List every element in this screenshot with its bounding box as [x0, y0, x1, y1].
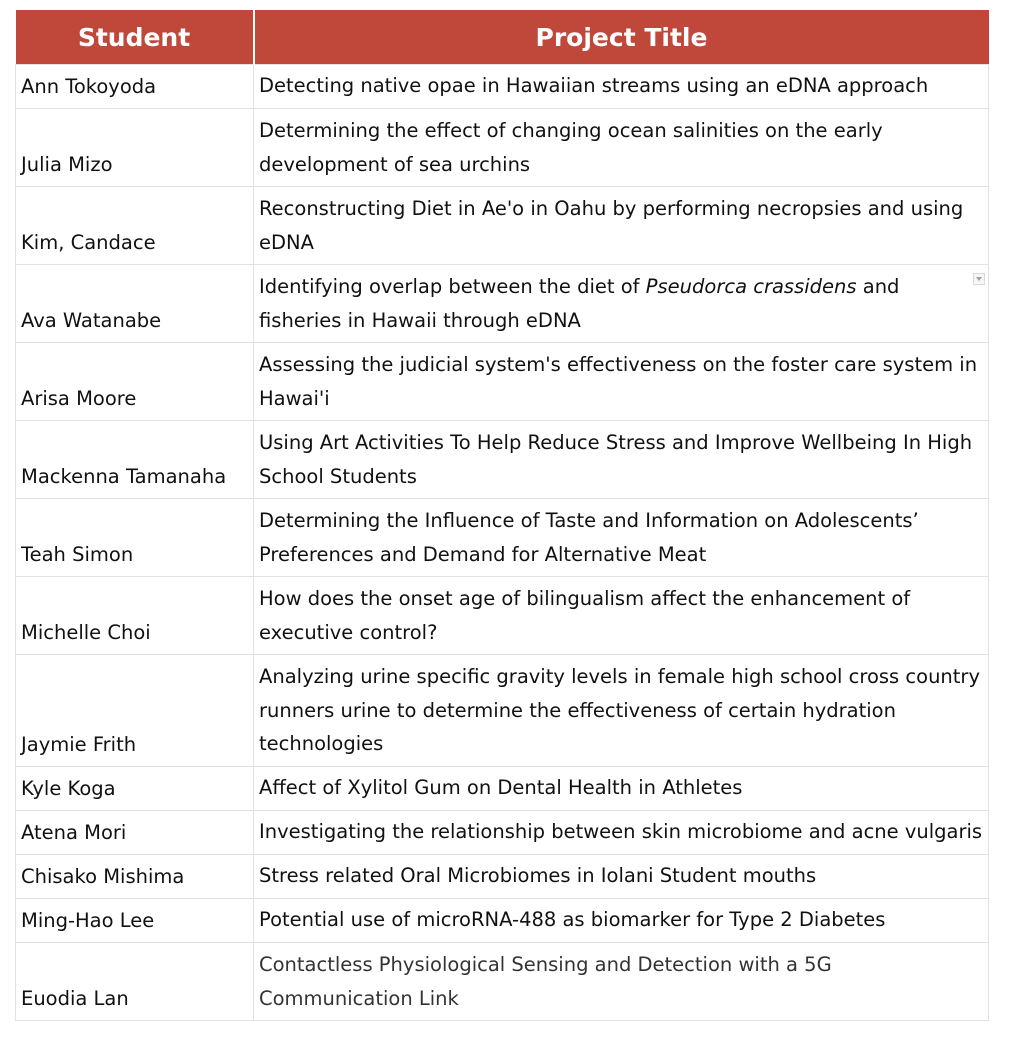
column-header-student[interactable]: Student	[16, 10, 254, 65]
table-row[interactable]	[16, 499, 989, 577]
student-cell[interactable]: Ann Tokoyoda	[16, 65, 254, 109]
student-cell[interactable]: Mackenna Tamanaha	[16, 421, 254, 499]
table-header-row	[16, 10, 989, 65]
table-row[interactable]	[16, 855, 989, 899]
table-row[interactable]	[16, 655, 989, 767]
table-row[interactable]	[16, 577, 989, 655]
projects-table	[15, 10, 989, 1021]
project-title-cell[interactable]: Using Art Activities To Help Reduce Stress and Improve Wellbeing In High School Students	[254, 421, 989, 499]
projects-table-container	[15, 10, 988, 1021]
student-cell[interactable]: Atena Mori	[16, 811, 254, 855]
project-title-cell[interactable]: Contactless Physiological Sensing and Detection with a 5G Communication Link	[254, 943, 989, 1021]
student-cell[interactable]: Julia Mizo	[16, 109, 254, 187]
student-cell[interactable]: Kyle Koga	[16, 767, 254, 811]
project-title-cell[interactable]: Stress related Oral Microbiomes in Iolani Student mouths	[254, 855, 989, 899]
project-title-cell[interactable]: Potential use of microRNA-488 as biomarker for Type 2 Diabetes	[254, 899, 989, 943]
table-row[interactable]	[16, 811, 989, 855]
student-cell[interactable]: Arisa Moore	[16, 343, 254, 421]
table-row[interactable]	[16, 767, 989, 811]
student-cell[interactable]: Kim, Candace	[16, 187, 254, 265]
student-cell[interactable]: Ava Watanabe	[16, 265, 254, 343]
student-cell[interactable]: Chisako Mishima	[16, 855, 254, 899]
project-title-cell[interactable]	[254, 265, 989, 343]
project-title-cell[interactable]: Detecting native opae in Hawaiian streams using an eDNA approach	[254, 65, 989, 109]
dropdown-filter-icon[interactable]	[973, 273, 985, 285]
table-row[interactable]	[16, 109, 989, 187]
column-header-project-title[interactable]: Project Title	[254, 10, 989, 65]
table-row[interactable]	[16, 343, 989, 421]
student-cell[interactable]: Euodia Lan	[16, 943, 254, 1021]
project-title-cell[interactable]: Affect of Xylitol Gum on Dental Health in Athletes	[254, 767, 989, 811]
table-row[interactable]	[16, 187, 989, 265]
table-row[interactable]	[16, 899, 989, 943]
student-cell[interactable]: Ming-Hao Lee	[16, 899, 254, 943]
table-row[interactable]	[16, 943, 989, 1021]
project-title-cell[interactable]: Assessing the judicial system's effectiveness on the foster care system in Hawai'i	[254, 343, 989, 421]
project-title-cell[interactable]: Reconstructing Diet in Ae'o in Oahu by performing necropsies and using eDNA	[254, 187, 989, 265]
project-title-cell[interactable]: How does the onset age of bilingualism affect the enhancement of executive control?	[254, 577, 989, 655]
table-row[interactable]	[16, 65, 989, 109]
table-row[interactable]	[16, 421, 989, 499]
student-cell[interactable]: Teah Simon	[16, 499, 254, 577]
project-title-cell[interactable]: Analyzing urine specific gravity levels in female high school cross country runners urine to determine the effectiveness of certain hydration technologies	[254, 655, 989, 767]
project-title-cell[interactable]: Investigating the relationship between skin microbiome and acne vulgaris	[254, 811, 989, 855]
table-row[interactable]	[16, 265, 989, 343]
student-cell[interactable]: Jaymie Frith	[16, 655, 254, 767]
project-title-cell[interactable]: Determining the effect of changing ocean salinities on the early development of sea urchins	[254, 109, 989, 187]
species-name-italic: Pseudorca crassidens	[645, 275, 857, 298]
project-title-cell[interactable]: Determining the Influence of Taste and Information on Adolescents’ Preferences and Demand for Alternative Meat	[254, 499, 989, 577]
title-text-pre: Identifying overlap between the diet of	[259, 275, 646, 298]
title-text-post: and fisheries in Hawaii through eDNA	[259, 275, 900, 332]
student-cell[interactable]: Michelle Choi	[16, 577, 254, 655]
